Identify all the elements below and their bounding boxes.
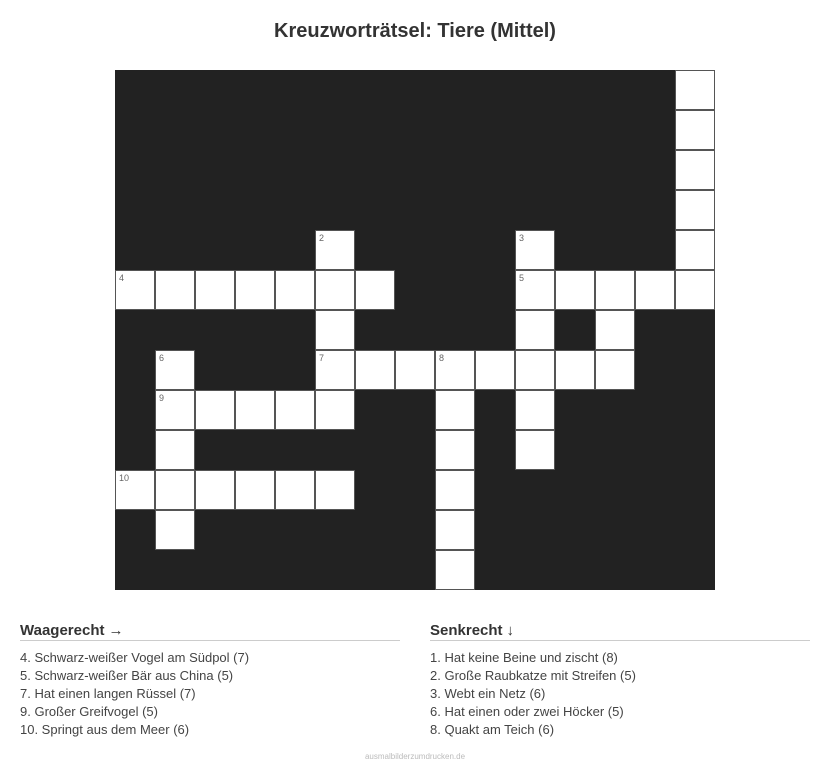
down-clues xyxy=(430,622,810,739)
grid-cell[interactable] xyxy=(675,230,715,270)
clue-number: 8 xyxy=(439,353,445,363)
clue-number: 3 xyxy=(519,233,525,243)
clue-number: 10 xyxy=(119,473,130,483)
grid-cell[interactable] xyxy=(395,350,435,390)
grid-cell[interactable] xyxy=(315,270,355,310)
grid-cell[interactable] xyxy=(195,390,235,430)
clue-item: 3. Webt ein Netz (6) xyxy=(430,686,546,701)
footer-credit: ausmalbilderzumdrucken.de xyxy=(364,752,466,761)
grid-cell[interactable] xyxy=(515,430,555,470)
clue-item: 7. Hat einen langen Rüssel (7) xyxy=(20,686,196,701)
clue-item: 2. Große Raubkatze mit Streifen (5) xyxy=(430,668,636,683)
grid-cell[interactable] xyxy=(435,390,475,430)
across-clue-list xyxy=(20,649,400,739)
grid-cell[interactable] xyxy=(555,270,595,310)
grid-cell[interactable] xyxy=(555,350,595,390)
clue-number: 4 xyxy=(119,273,125,283)
arrow-down-icon: ↓ xyxy=(506,622,515,639)
grid-cell[interactable] xyxy=(315,230,355,270)
clue-item: 8. Quakt am Teich (6) xyxy=(430,722,555,737)
grid-cell[interactable] xyxy=(595,270,635,310)
clue-number: 2 xyxy=(319,233,325,243)
grid-cell[interactable] xyxy=(155,350,195,390)
grid-cell[interactable] xyxy=(155,510,195,550)
grid-cell[interactable] xyxy=(675,270,715,310)
crossword-grid xyxy=(115,70,715,590)
down-heading xyxy=(430,622,810,641)
grid-cell[interactable] xyxy=(515,310,555,350)
grid-cell[interactable] xyxy=(315,470,355,510)
grid-cell[interactable] xyxy=(435,430,475,470)
clue-item: 10. Springt aus dem Meer (6) xyxy=(20,722,190,737)
grid-cell[interactable] xyxy=(275,470,315,510)
down-heading-label: Senkrecht xyxy=(430,622,503,639)
clue-item: 1. Hat keine Beine und zischt (8) xyxy=(430,650,618,665)
grid-cell[interactable] xyxy=(315,350,355,390)
grid-cell[interactable] xyxy=(355,350,395,390)
clue-number: 5 xyxy=(519,273,525,283)
grid-cell[interactable] xyxy=(275,390,315,430)
grid-cell[interactable] xyxy=(675,70,715,110)
grid-cell[interactable] xyxy=(275,270,315,310)
grid-cell[interactable] xyxy=(515,270,555,310)
down-clue-list xyxy=(430,649,810,739)
grid-cell[interactable] xyxy=(315,390,355,430)
grid-cell[interactable] xyxy=(115,470,155,510)
grid-cell[interactable] xyxy=(315,310,355,350)
grid-cell[interactable] xyxy=(155,390,195,430)
grid-cell[interactable] xyxy=(435,470,475,510)
grid-cell[interactable] xyxy=(435,350,475,390)
grid-cell[interactable] xyxy=(475,350,515,390)
clue-number: 9 xyxy=(159,393,165,403)
grid-cell[interactable] xyxy=(595,310,635,350)
grid-cell[interactable] xyxy=(515,390,555,430)
grid-cell[interactable] xyxy=(675,110,715,150)
grid-cell[interactable] xyxy=(675,150,715,190)
across-heading xyxy=(20,622,400,641)
grid-cell[interactable] xyxy=(355,270,395,310)
clue-item: 4. Schwarz-weißer Vogel am Südpol (7) xyxy=(20,650,250,665)
grid-cell[interactable] xyxy=(155,270,195,310)
grid-cell[interactable] xyxy=(435,550,475,590)
clue-number: 7 xyxy=(319,353,325,363)
grid-cell[interactable] xyxy=(235,390,275,430)
clue-item: 9. Großer Greifvogel (5) xyxy=(20,704,158,719)
grid-cell[interactable] xyxy=(115,270,155,310)
grid-cell[interactable] xyxy=(595,350,635,390)
grid-cell[interactable] xyxy=(155,470,195,510)
grid-cell[interactable] xyxy=(435,510,475,550)
grid-cell[interactable] xyxy=(515,230,555,270)
grid-cell[interactable] xyxy=(635,270,675,310)
grid-cell[interactable] xyxy=(155,430,195,470)
across-heading-label: Waagerecht xyxy=(20,622,105,639)
across-clues xyxy=(20,622,400,739)
arrow-right-icon: → xyxy=(108,622,124,639)
grid-cell[interactable] xyxy=(195,270,235,310)
grid-cell[interactable] xyxy=(235,270,275,310)
clue-item: 5. Schwarz-weißer Bär aus China (5) xyxy=(20,668,234,683)
grid-cell[interactable] xyxy=(515,350,555,390)
clue-number: 6 xyxy=(159,353,165,363)
grid-cell[interactable] xyxy=(235,470,275,510)
grid-cell[interactable] xyxy=(675,190,715,230)
clue-item: 6. Hat einen oder zwei Höcker (5) xyxy=(430,704,624,719)
grid-cell[interactable] xyxy=(195,470,235,510)
page-title: Kreuzworträtsel: Tiere (Mittel) xyxy=(274,20,556,42)
